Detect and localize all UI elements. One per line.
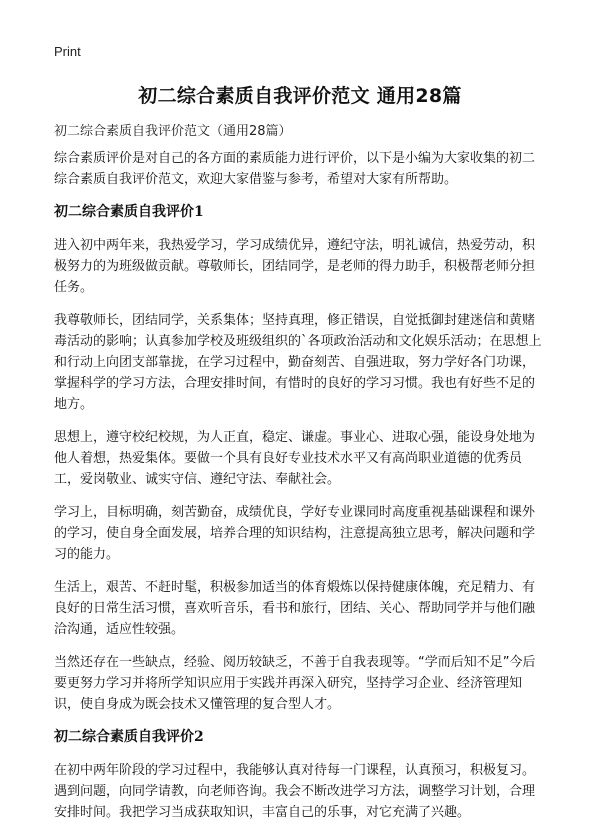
document-subtitle: 初二综合素质自我评价范文（通用28篇）	[54, 124, 292, 139]
section-2-paragraph: 在初中两年阶段的学习过程中，我能够认真对待每一门课程，认真预习，积极复习。遇到问题，向同学请教，向老师咨询。我会不断改进学习方法，调整学习计划，合理安排时间。我把学习当成获取知识，丰富自己的乐事，对它充满了兴趣。	[54, 763, 536, 820]
section-heading-2: 初二综合素质自我评价2	[54, 729, 204, 745]
section-1-paragraph: 学习上，目标明确，刻苦勤奋，成绩优良，学好专业课同时高度重视基础课程和课外的学习，使自身全面发展，培养合理的知识结构，注意提高独立思考，解决问题和学习的能力。	[54, 505, 536, 562]
section-heading-1: 初二综合素质自我评价1	[54, 204, 204, 220]
document-body	[54, 148, 545, 835]
section-1-paragraph: 进入初中两年来，我热爱学习，学习成绩优异，遵纪守法，明礼诚信，热爱劳动，积极努力的为班级做贡献。尊敬师长，团结同学，是老师的得力助手，积极帮老师分担任务。	[54, 238, 536, 295]
print-label: Print	[54, 44, 81, 59]
intro-paragraph: 综合素质评价是对自己的各方面的素质能力进行评价，以下是小编为大家收集的初二综合素质自我评价范文，欢迎大家借鉴与参考，希望对大家有所帮助。	[54, 151, 536, 187]
section-1-paragraph: 思想上，遵守校纪校规，为人正直，稳定、谦虚。事业心、进取心强，能设身处地为他人着想，热爱集体。要做一个具有良好专业技术水平又有高尚职业道德的优秀员工，爱岗敬业、诚实守信、遵纪守法、奉献社会。	[54, 430, 536, 487]
section-1-paragraph: 生活上，艰苦、不赶时髦，积极参加适当的体育煅炼以保持健康体魄，充足精力、有良好的日常生活习惯，喜欢听音乐，看书和旅行，团结、关心、帮助同学并与他们融洽沟通，适应性较强。	[54, 580, 536, 637]
document-title: 初二综合素质自我评价范文 通用28篇	[138, 85, 462, 107]
section-1-paragraph: 当然还存在一些缺点，经验、阅历较缺乏，不善于自我表现等。“学而后知不足”今后要更努力学习并将所学知识应用于实践并再深入研究，坚持学习企业、经济管理知识，使自身成为既会技术又懂管理的复合型人才。	[54, 655, 536, 712]
section-1-paragraph: 我尊敬师长，团结同学，关系集体；坚持真理，修正错误，自觉抵御封建迷信和黄赌毒活动的影响；认真参加学校及班级组织的`各项政治活动和文化娱乐活动；在思想上和行动上向团支部靠拢，在学习过程中，勤奋刻苦、自强进取，努力学好各门功课，掌握科学的学习方法，合理安排时间，有惜时的良好的学习习惯。我也有好些不足的地方。	[54, 313, 542, 412]
